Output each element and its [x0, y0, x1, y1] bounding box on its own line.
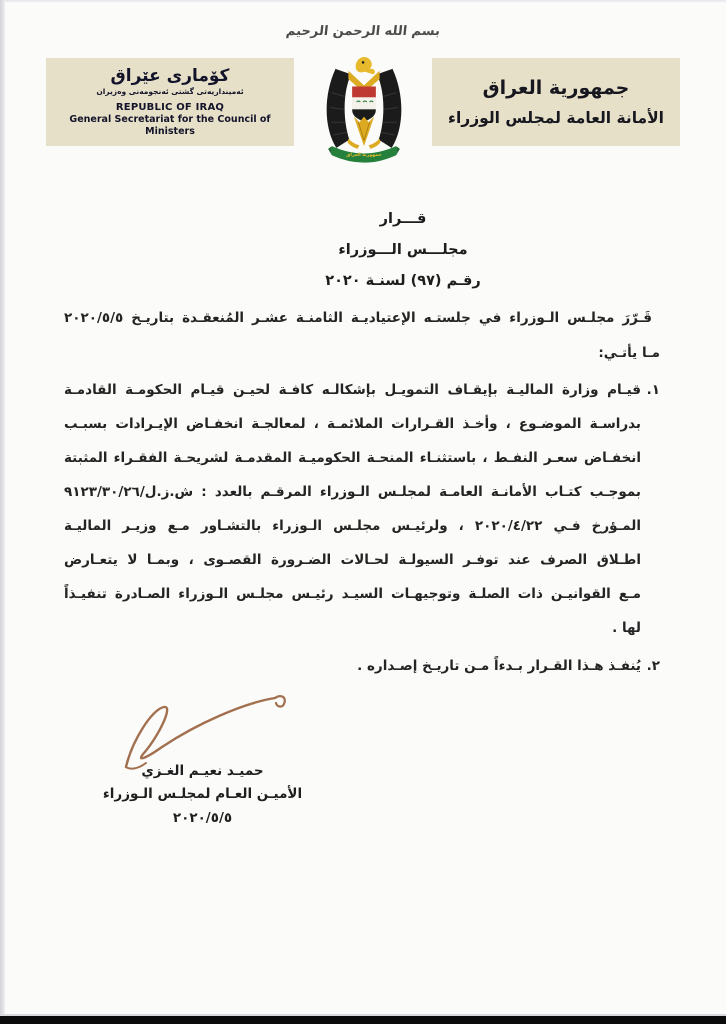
scan-left-edge: [0, 0, 5, 1024]
item-line: بدراسـة الموضـوع ، وأخـذ القـرارات الملائمـة ، لمعالجـة انخفـاض الإيـرادات بسبـب: [64, 416, 641, 432]
decision-body: [64, 301, 660, 683]
decision-title-block: [80, 204, 726, 297]
intro-paragraph: [64, 301, 660, 371]
item-line: المـؤرخ فـي ٢٠٢٠/٤/٢٢ ، ولرئيـس مجلـس الـوزراء بالتشـاور مـع وزيـر الماليـة: [64, 518, 641, 534]
title-number-year: رقـم (٩٧) لسنـة ٢٠٢٠: [325, 273, 481, 289]
scan-bottom-bar: [0, 1014, 726, 1024]
item-line: بموجـب كتـاب الأمانـة العامـة لمجلـس الـوزراء المرقـم بالعدد : ش.ز.ل/‏٢٦/‏٣٠/‏٩١٢٣: [64, 484, 641, 500]
decision-item-2: [64, 649, 660, 683]
decision-item-1: [64, 373, 660, 645]
title-council-of-ministers: مجلـــس الـــوزراء: [338, 242, 468, 258]
header-banner-left: [46, 58, 294, 146]
signatory-title: الأميـن العـام لمجلـس الـوزراء: [102, 786, 303, 802]
item-line: قيـام وزارة الماليـة بإيقـاف التمويـل بإشكالـه كافـة لحيـن قيـام الحكومـة القادمـة: [64, 382, 641, 398]
kurdish-secretariat-subtitle: ئەمینداریەتی گشتی ئەنجومەنی وەزیران: [96, 87, 244, 96]
english-secretariat-subtitle: General Secretariat for the Council of Ministers: [69, 114, 271, 137]
arabic-republic-title: جمهورية العراق: [482, 77, 630, 99]
header-banner-right: [432, 58, 680, 146]
iraq-coat-of-arms-emblem: [317, 56, 411, 170]
item-line: لها .: [612, 620, 641, 636]
intro-line: قَـرّرَ مجلـس الـوزراء في جلستـه الإعتياديـة الثامنـة عشـر المُنعقـدة بتاريـخ ٢٠٢٠/٥/٥: [64, 310, 652, 326]
item-line: يُنفـذ هـذا القـرار بـدءاً مـن تاريـخ إصـداره .: [357, 658, 641, 674]
signature-date: ٢٠٢٠/٥/٥: [172, 810, 233, 826]
english-republic-title: REPUBLIC OF IRAQ: [115, 102, 225, 113]
bismillah-calligraphy: بسم الله الرحمن الرحيم: [285, 24, 441, 39]
kurdish-republic-title: كۆماری عێراق: [110, 66, 230, 86]
title-word-decision: قـــرار: [379, 211, 427, 227]
emblem-base-label: جمهورية العراق: [346, 153, 382, 159]
arabic-secretariat-subtitle: الأمانة العامة لمجلس الوزراء: [448, 109, 664, 127]
item-number: ٢.: [646, 658, 660, 674]
scan-top-edge: [0, 0, 726, 3]
item-line: اطـلاق الصرف عند توفـر السيولـة لحـالات الضـرورة القصـوى ، وبمـا لا يتعـارض: [64, 552, 641, 568]
item-line: مـع القوانيـن ذات الصلـة وتوجيهـات السيـد رئيـس مجلـس الـوزراء الصـادرة تنفيـذاً: [64, 586, 641, 602]
item-line: انخفـاض سعـر النفـط ، باستثنـاء المنحـة الحكوميـة المقدمـة لشريحـة الفقـراء المثبتة: [64, 450, 641, 466]
item-number: ١.: [646, 382, 660, 398]
intro-line: مـا يأتـي:: [598, 345, 660, 361]
signature-block: [85, 693, 320, 826]
signatory-name: حميـد نعيـم الغـزي: [141, 763, 264, 779]
